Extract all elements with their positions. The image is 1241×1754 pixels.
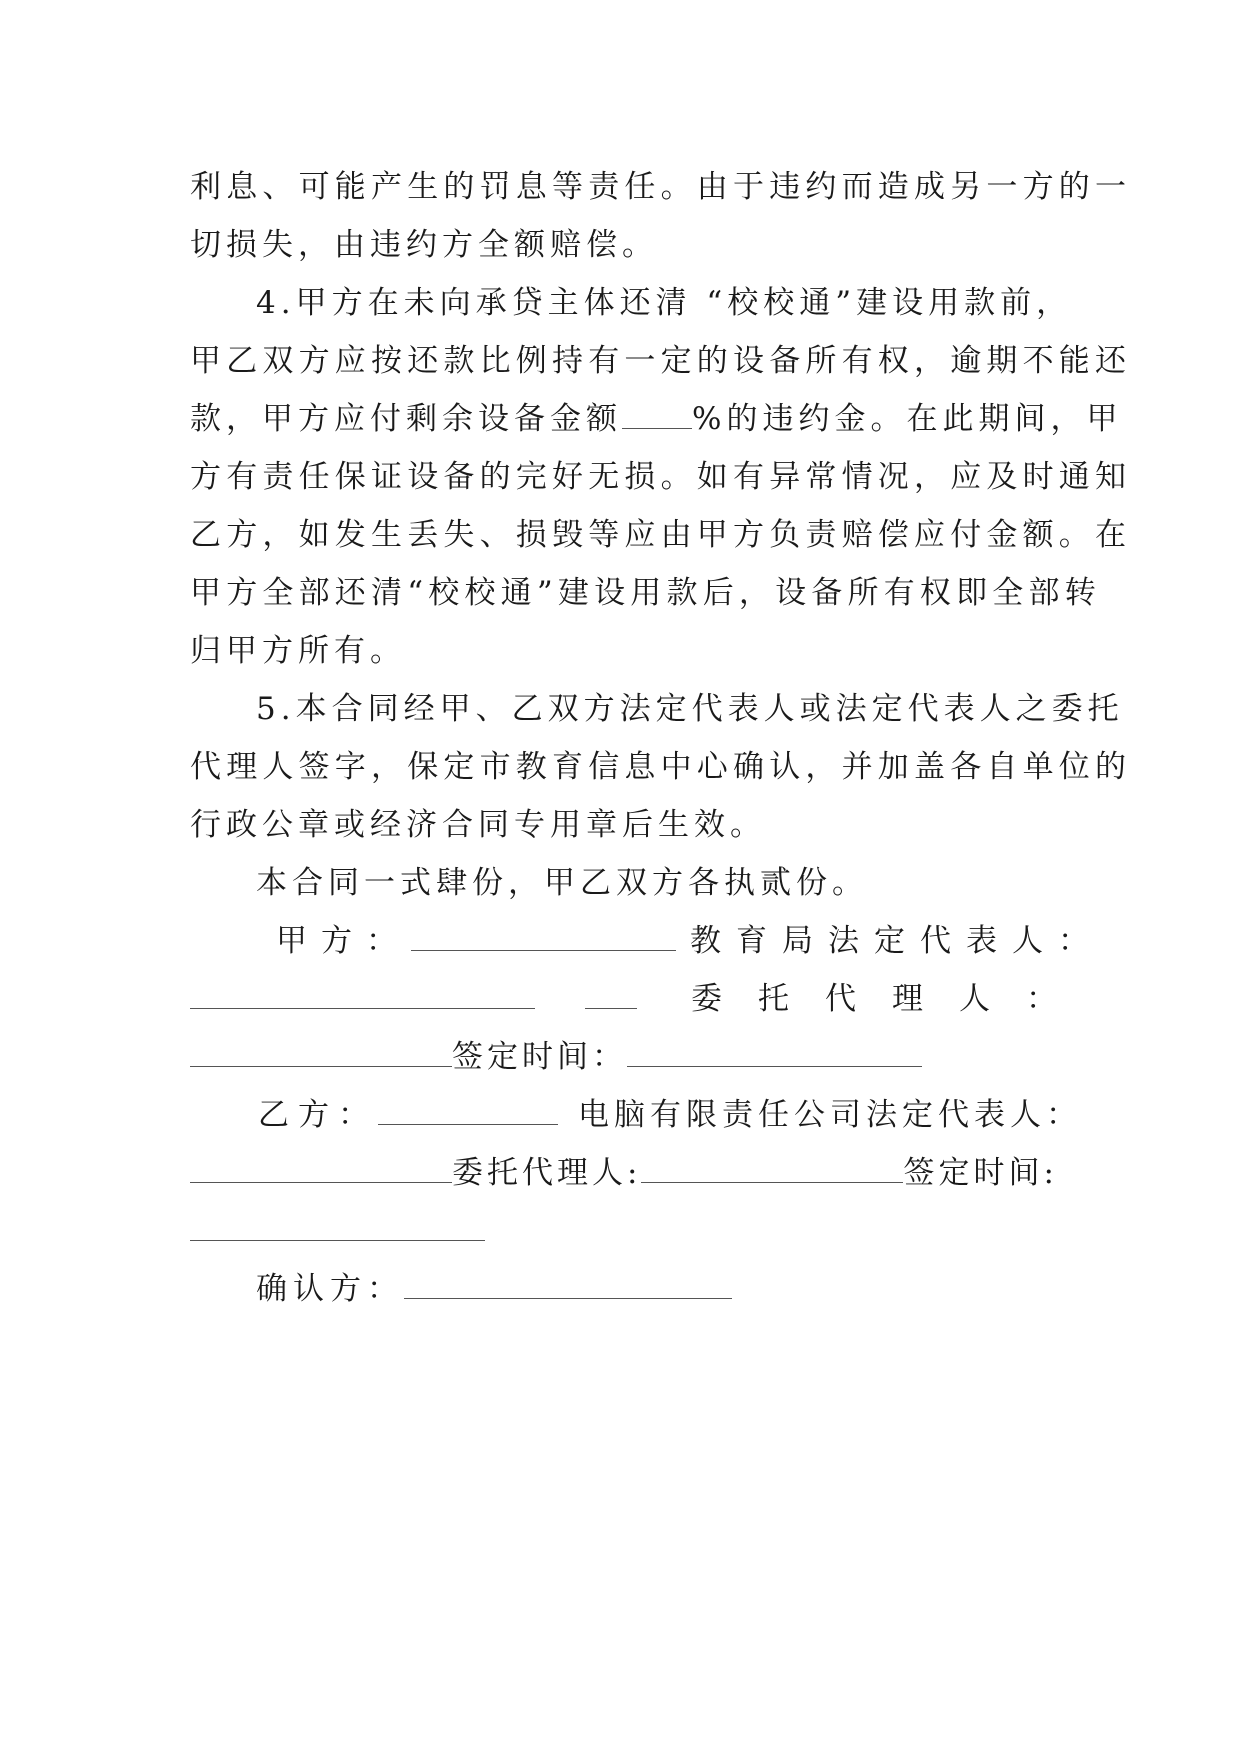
paragraph-line: [190, 564, 1101, 622]
party-b-agent-blank[interactable]: [641, 1158, 903, 1183]
text: 甲乙双方应按还款比例持有一定的设备所有权，逾期不能还: [190, 343, 1132, 379]
party-b-agent-line: [190, 1144, 1058, 1202]
text: 5.本合同经甲、乙双方法定代表人或法定代表人之委托: [256, 691, 1124, 727]
paragraph-line: [190, 622, 1052, 680]
paragraph-line: [190, 332, 1132, 390]
party-a-rep-blank-extra[interactable]: [585, 984, 637, 1009]
text: 4.甲方在未向承贷主体还清 “校校通”建设用款前，: [256, 285, 1073, 321]
party-a-date-line: [190, 1028, 1052, 1086]
paragraph-line: [190, 506, 1132, 564]
document-page: [190, 158, 1132, 1318]
party-a-date-label: 签定时间：: [452, 1039, 627, 1075]
party-a-line: [190, 912, 1104, 970]
text: 方有责任保证设备的完好无损。如有异常情况，应及时通知: [190, 459, 1132, 495]
party-b-date-blank[interactable]: [190, 1216, 485, 1241]
text: 本合同一式肆份，甲乙双方各执贰份。: [256, 865, 868, 901]
party-b-date-label: 签定时间:: [903, 1155, 1058, 1191]
text: 行政公章或经济合同专用章后生效。: [190, 807, 766, 843]
paragraph-line: [190, 390, 1123, 448]
text: 乙方，如发生丢失、损毁等应由甲方负责赔偿应付金额。在: [190, 517, 1132, 553]
text: 切损失，由违约方全额赔偿。: [190, 227, 658, 263]
confirm-label: 确认方：: [256, 1271, 404, 1307]
text: 款，甲方应付剩余设备金额: [190, 401, 622, 437]
party-b-rep-label: 电脑有限责任公司法定代表人：: [578, 1097, 1082, 1133]
text: 甲方全部还清“校校通”建设用款后，设备所有权即全部转: [190, 575, 1101, 611]
copies-statement: [190, 854, 1052, 912]
confirm-blank[interactable]: [404, 1274, 732, 1299]
party-a-agent-blank[interactable]: [190, 1042, 452, 1067]
party-a-agent-label: 委托代理人：: [691, 981, 1093, 1017]
party-b-rep-blank[interactable]: [190, 1158, 452, 1183]
paragraph-line: [190, 796, 1052, 854]
paragraph-line: [190, 274, 1073, 332]
party-b-date-line: [190, 1202, 1052, 1260]
paragraph-line: [190, 158, 1132, 216]
party-b-line: [190, 1086, 1082, 1144]
paragraph-line: [190, 738, 1132, 796]
text: 归甲方所有。: [190, 633, 406, 669]
party-a-agent-line: [190, 970, 1093, 1028]
party-a-rep-label: 教育局法定代表人：: [690, 923, 1104, 959]
party-a-label: 甲方：: [276, 923, 411, 959]
text: %的违约金。在此期间，甲: [692, 401, 1123, 437]
text: 代理人签字，保定市教育信息中心确认，并加盖各自单位的: [190, 749, 1132, 785]
penalty-percent-blank[interactable]: [622, 404, 692, 429]
text: 利息、可能产生的罚息等责任。由于违约而造成另一方的一: [190, 169, 1132, 205]
confirm-line: [190, 1260, 1052, 1318]
party-a-rep-blank[interactable]: [190, 984, 535, 1009]
party-a-blank[interactable]: [411, 926, 676, 951]
party-a-date-blank[interactable]: [627, 1042, 922, 1067]
paragraph-line: [190, 448, 1132, 506]
party-b-agent-label: 委托代理人:: [452, 1155, 642, 1191]
paragraph-line: [190, 680, 1124, 738]
party-b-label: 乙方：: [258, 1097, 378, 1133]
party-b-blank[interactable]: [378, 1100, 558, 1125]
paragraph-line: [190, 216, 1052, 274]
